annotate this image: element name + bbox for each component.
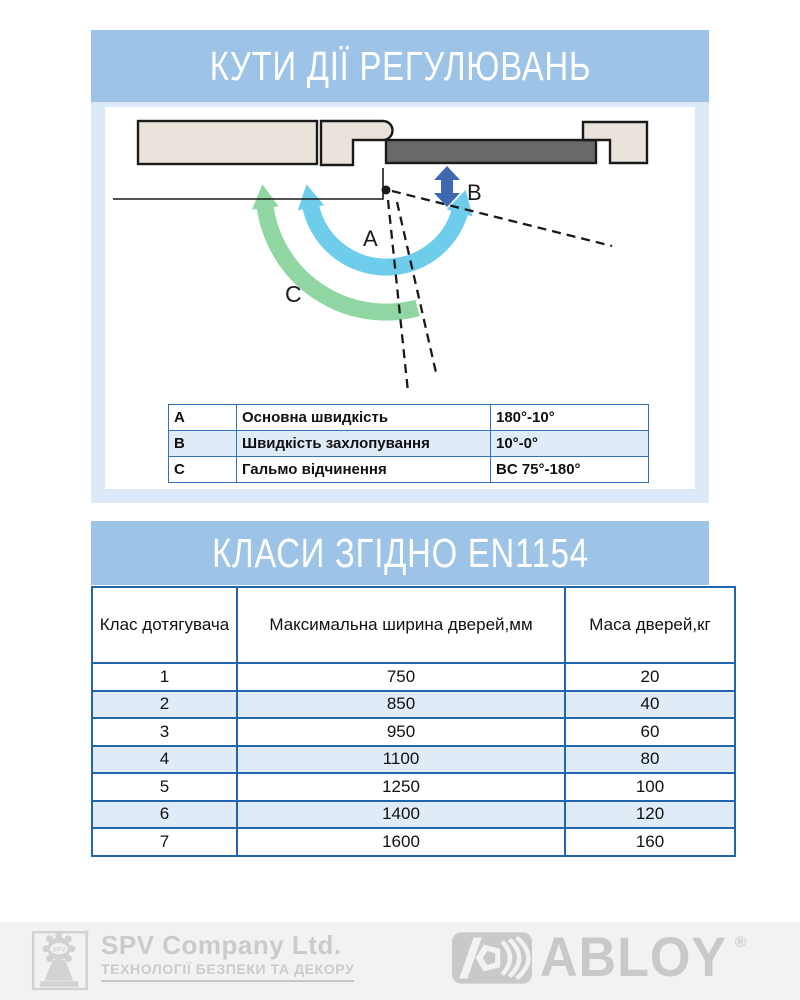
label-c: C xyxy=(285,281,302,307)
left-jamb xyxy=(321,121,393,165)
section-title-classes-text: КЛАСИ ЗГІДНО EN1154 xyxy=(211,529,589,576)
cell-width: 1400 xyxy=(237,801,565,829)
arrow-b-latching xyxy=(434,166,460,207)
spv-company-name: SPV Company Ltd. xyxy=(101,930,342,960)
legend-key: B xyxy=(169,431,237,457)
trophy-body xyxy=(44,960,73,981)
door-leaf xyxy=(386,140,596,163)
wall-face-line xyxy=(113,168,383,199)
cell-mass: 20 xyxy=(565,663,735,691)
cell-mass: 120 xyxy=(565,801,735,829)
cell-width: 1600 xyxy=(237,828,565,856)
wall-block xyxy=(138,121,317,164)
table-row xyxy=(169,405,649,431)
abloy-key-icon xyxy=(452,932,532,984)
abloy-wordmark: ABLOY xyxy=(540,925,727,988)
abloy-registered-mark: ® xyxy=(735,934,747,951)
column-header-mass: Маса дверей,кг xyxy=(565,587,735,663)
door-position-dashed-near-closed-1 xyxy=(388,200,408,392)
spv-tagline: ТЕХНОЛОГІЇ БЕЗПЕКИ ТА ДЕКОРУ xyxy=(101,961,354,982)
legend-name: Основна швидкість xyxy=(237,405,491,431)
table-row xyxy=(92,801,735,829)
cell-width: 850 xyxy=(237,691,565,719)
cell-mass: 160 xyxy=(565,828,735,856)
legend-name: Швидкість захлопування xyxy=(237,431,491,457)
legend-key: A xyxy=(169,405,237,431)
cell-mass: 100 xyxy=(565,773,735,801)
angles-legend-table xyxy=(168,404,649,483)
arc-a-main-speed xyxy=(310,205,460,267)
section-title-angles xyxy=(91,30,709,102)
cell-mass: 40 xyxy=(565,691,735,719)
abloy-logo-block xyxy=(452,925,747,988)
cell-class: 5 xyxy=(92,773,237,801)
table-header-row xyxy=(92,587,735,663)
legend-value: BC 75°-180° xyxy=(491,457,649,483)
table-row xyxy=(92,663,735,691)
cell-class: 1 xyxy=(92,663,237,691)
legend-value: 180°-10° xyxy=(491,405,649,431)
footer xyxy=(0,922,800,1000)
table-row xyxy=(92,746,735,774)
door-position-dashed-10deg xyxy=(392,191,612,246)
en1154-classes-table xyxy=(91,586,736,857)
section-title-angles-text: КУТИ ДІЇ РЕГУЛЮВАНЬ xyxy=(209,42,591,89)
spv-logo-block xyxy=(31,926,354,992)
cell-width: 1100 xyxy=(237,746,565,774)
legend-name: Гальмо відчинення xyxy=(237,457,491,483)
cell-class: 6 xyxy=(92,801,237,829)
legend-key: C xyxy=(169,457,237,483)
table-row xyxy=(169,457,649,483)
cell-class: 3 xyxy=(92,718,237,746)
cell-class: 4 xyxy=(92,746,237,774)
cell-width: 950 xyxy=(237,718,565,746)
legend-value: 10°-0° xyxy=(491,431,649,457)
table-row xyxy=(169,431,649,457)
table-row xyxy=(92,828,735,856)
label-a: A xyxy=(363,226,378,251)
spv-registered-mark: ® xyxy=(83,928,90,938)
section-title-classes xyxy=(91,521,709,585)
hinge-pivot-dot xyxy=(382,186,391,195)
cell-class: 2 xyxy=(92,691,237,719)
cell-width: 1250 xyxy=(237,773,565,801)
cell-width: 750 xyxy=(237,663,565,691)
cell-mass: 80 xyxy=(565,746,735,774)
spv-emblem-text: SPV xyxy=(52,946,66,954)
column-header-width: Максимальна ширина дверей,мм xyxy=(237,587,565,663)
label-b: B xyxy=(467,180,482,205)
table-row xyxy=(92,691,735,719)
cell-class: 7 xyxy=(92,828,237,856)
cell-mass: 60 xyxy=(565,718,735,746)
spv-text-block xyxy=(101,926,354,992)
spv-emblem-icon xyxy=(31,926,93,992)
table-row xyxy=(92,773,735,801)
column-header-class: Клас дотягувача xyxy=(92,587,237,663)
table-row xyxy=(92,718,735,746)
